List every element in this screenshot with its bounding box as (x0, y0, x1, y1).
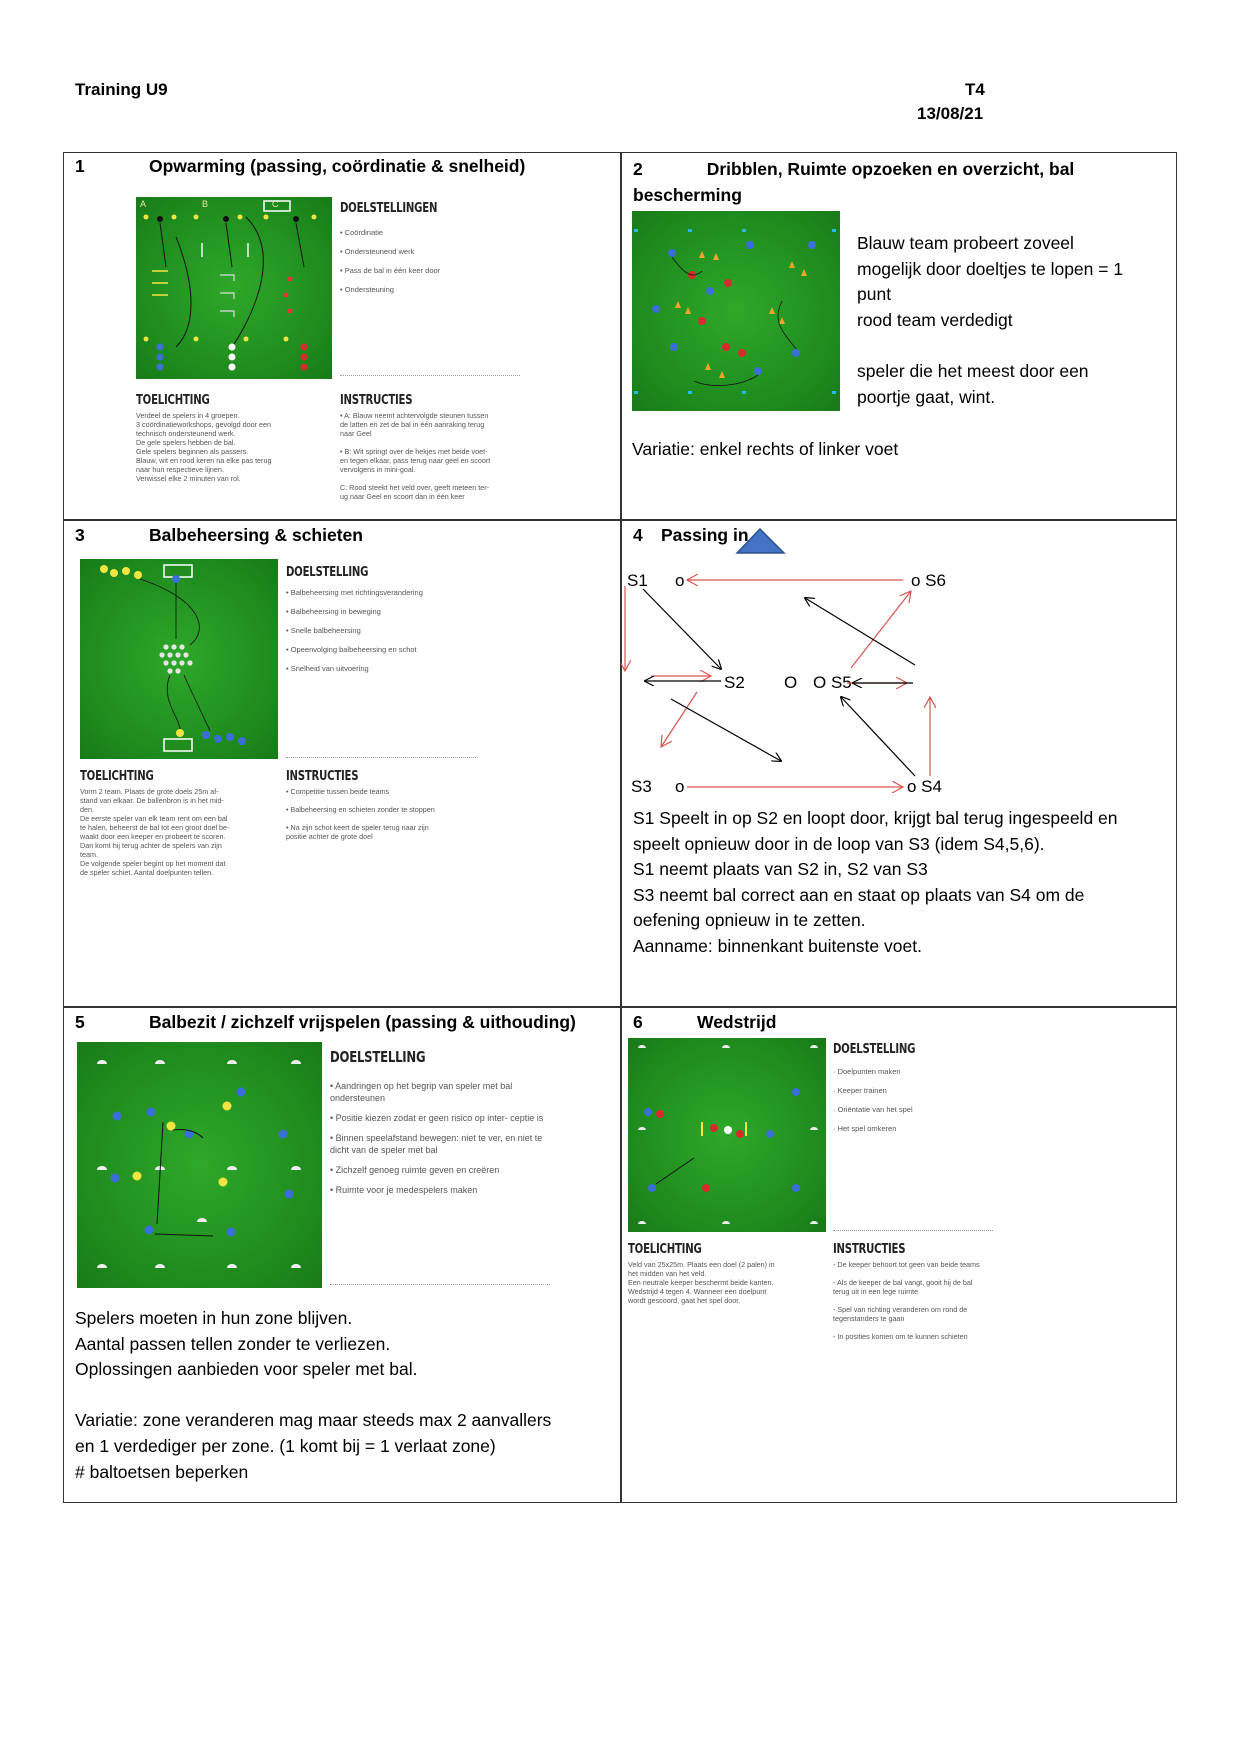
objective-item: · Doelpunten maken (833, 1067, 901, 1076)
exercise-cell-2 (621, 153, 1178, 519)
objective-item: • Positie kiezen zodat er geen risico op inter- ceptie is (330, 1113, 544, 1123)
drill-pitch-image (77, 1042, 322, 1288)
objective-item: • Snelheid van uitvoering (286, 664, 369, 673)
dotted-divider (833, 1230, 993, 1231)
drill-diagram (80, 559, 278, 759)
dotted-divider (340, 375, 520, 376)
zone-label: B (202, 199, 209, 209)
exercise-number: 2 (633, 159, 643, 179)
exercise-number: 5 (75, 1012, 85, 1032)
passing-diagram (621, 521, 1178, 801)
training-date: 13/08/21 (917, 104, 984, 123)
drill-pitch-image (136, 197, 332, 379)
exercise-cell-4 (621, 521, 1178, 1006)
explanation-text: Verdeel de spelers in 4 groepen. 3 coördinatieworkshops, gevolgd door een technisch ondersteunend werk. De gele spelers hebben de bal. Gele spelers beginnen als passers. Blauw, wit en rood keren na elke pas terug naar hun respectieve lijnen. Verwissel elke 2 minuten van rol. (136, 411, 272, 483)
objective-item: • Ondersteunend werk (340, 247, 415, 256)
exercise-number: 6 (633, 1012, 643, 1032)
exercise-title: Balbezit / zichzelf vrijspelen (passing & uithouding) (149, 1012, 576, 1032)
training-code: T4 (965, 80, 985, 99)
explanation-text: Vorm 2 team. Plaats de grote doels 25m af- stand van elkaar. De ballenbron is in het mid- den. De eerste speler van elk team rent om een bal te halen, beheerst de bal tot een groot doel be- waakt door een keeper en probeert te scoren. Dan komt hij terug achter de spelers van zijn team. De volgende speler begint op het moment dat de speler schiet. Aantal doelpunten tellen. (80, 787, 230, 877)
objective-item: • Ruimte voor je medespelers maken (330, 1185, 478, 1195)
cone-marker: o (675, 777, 685, 796)
objectives-list (330, 1080, 550, 1204)
exercise-title-text: Dribblen, Ruimte opzoeken en overzicht, bal bescherming (633, 159, 1075, 205)
instructions-text: • Competitie tussen beide teams • Balbeheersing en schieten zonder te stoppen • Na zijn schot keert de speler terug naar zijn positie achter de grote doel (286, 787, 435, 841)
drill-pitch-image (628, 1038, 826, 1232)
exercise-cell-6 (621, 1008, 1178, 1503)
objective-item: • Opeenvolging balbeheersing en schot (286, 645, 417, 654)
drill-diagram (632, 211, 840, 411)
objective-item: · Keeper trainen (833, 1086, 887, 1095)
instructions-text: - De keeper behoort tot geen van beide teams - Als de keeper de bal vangt, gooit hij de bal terug uit in een lege ruimte - Spel van richting veranderen om rond de tegenstanders te gaan - In posities komen om te kunnen schieten (833, 1260, 980, 1341)
objective-item: • Balbeheersing met richtingsverandering (286, 588, 423, 597)
dotted-divider (286, 757, 476, 758)
player-label-s6: o S6 (911, 571, 946, 590)
exercise-description: Spelers moeten in hun zone blijven. Aantal passen tellen zonder te verliezen. Oplossingen aanbieden voor speler met bal. Variatie: zone veranderen mag maar steeds max 2 aanvallers en 1 verdediger per zone. (1 komt bij = 1 verlaat zone) # baltoetsen beperken (75, 1308, 552, 1482)
exercise-title: Opwarming (passing, coördinatie & snelheid) (149, 156, 526, 176)
player-label-s4: o S4 (907, 777, 942, 796)
explanation-heading: TOELICHTING (628, 1242, 702, 1257)
exercise-description: S1 Speelt in op S2 en loopt door, krijgt bal terug ingespeeld en speelt opnieuw door in de loop van S3 (idem S4,5,6). S1 neemt plaats van S2 in, S2 van S3 S3 neemt bal correct aan en staat op plaats van S4 om de oefening opnieuw in te zetten. Aanname: binnenkant buitenste voet. (633, 808, 1118, 956)
dotted-divider (330, 1284, 550, 1285)
objective-item: · Oriëntatie van het spel (833, 1105, 913, 1114)
triangle-icon (737, 529, 784, 553)
objective-item: • Aandringen op het begrip van speler met bal ondersteunen (330, 1081, 513, 1103)
instructions-heading: INSTRUCTIES (833, 1242, 906, 1257)
exercise-number: 3 (75, 525, 85, 545)
variation-text: Variatie: enkel rechts of linker voet (632, 439, 899, 459)
objectives-heading: DOELSTELLING (286, 565, 369, 580)
exercise-title: Balbeheersing & schieten (149, 525, 363, 545)
player-label-s1: S1 (627, 571, 648, 590)
exercise-title: Passing in (661, 525, 749, 545)
objectives-list (286, 587, 486, 682)
drill-pitch-image (80, 559, 278, 759)
player-label-s2: S2 (724, 673, 745, 692)
player-label-s3: S3 (631, 777, 652, 796)
objective-item: • Balbeheersing in beweging (286, 607, 381, 616)
instructions-text: • A: Blauw neemt achtervolgde steunen tussen de latten en zet de bal in één aanraking terug naar Geel • B: Wit springt over de hekjes met beide voet- en tegen elkaar, pass terug naar geel en scoort vervolgens in mini-goal. C: Rood steekt het veld over, geeft meteen ter- ug naar Geel en scoort dan in één keer (340, 411, 491, 501)
objective-item: • Snelle balbeheersing (286, 626, 361, 635)
objective-item: • Coördinatie (340, 228, 384, 237)
drill-diagram (77, 1042, 322, 1288)
objective-item: • Zichzelf genoeg ruimte geven en creëren (330, 1165, 500, 1175)
exercise-title: Wedstrijd (697, 1012, 777, 1032)
cone-marker: O (784, 673, 798, 692)
exercise-description: Blauw team probeert zoveel mogelijk door doeltjes te lopen = 1 punt rood team verdedigt speler die het meest door een poortje gaat, wint. (857, 233, 1124, 407)
document-title: Training U9 (75, 80, 168, 99)
drill-pitch-image (632, 211, 840, 411)
player-label-s5: O S5 (813, 673, 852, 692)
exercise-table (63, 152, 1177, 1503)
cone-marker: o (675, 571, 685, 590)
objectives-heading: DOELSTELLINGEN (340, 201, 438, 216)
exercise-number: 4 (633, 525, 643, 545)
objective-item: • Pass de bal in één keer door (340, 266, 441, 275)
exercise-cell-5 (64, 1008, 620, 1503)
objectives-list (340, 227, 520, 303)
objectives-heading: DOELSTELLING (833, 1042, 916, 1057)
drill-diagram (628, 1038, 826, 1232)
exercise-number: 1 (75, 156, 85, 176)
objective-item: • Binnen speelafstand bewegen: niet te ver, en niet te dicht van de speler met bal (330, 1133, 543, 1155)
objective-item: • Ondersteuning (340, 285, 394, 294)
objective-item: · Het spel omkeren (833, 1124, 897, 1133)
objectives-list (833, 1066, 993, 1142)
exercise-cell-3 (64, 521, 620, 1006)
explanation-text: Veld van 25x25m. Plaats een doel (2 palen) in het midden van het veld. Een neutrale keeper beschermt beide kanten. Wedstrijd 4 tegen 4. Wanneer een doelpunt wordt gescoord, gaat het spel door. (628, 1260, 775, 1305)
exercise-title (633, 156, 1153, 208)
exercise-cell-1 (64, 153, 620, 519)
drill-diagram (136, 197, 332, 379)
zone-label: C (272, 199, 279, 209)
zone-label: A (140, 199, 147, 209)
explanation-heading: TOELICHTING (136, 393, 210, 408)
instructions-heading: INSTRUCTIES (340, 393, 413, 408)
explanation-heading: TOELICHTING (80, 769, 154, 784)
instructions-heading: INSTRUCTIES (286, 769, 359, 784)
objectives-heading: DOELSTELLING (330, 1048, 426, 1066)
